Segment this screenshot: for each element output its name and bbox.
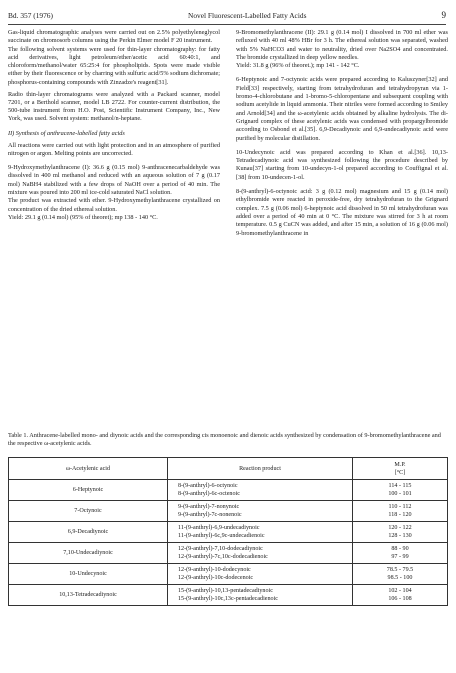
paragraph-tlc: The following solvent systems were used for thin-layer chromatography: for fatty acid derivatives, light petroleum/ether/acetic acid 60:40:1, and chloroform/methanol/water 65:25:4 for phospholipids. Spots were made visible either by their fluorescence or by charring with sulfuric acid/5% sodium dichromate; phosphorus-containing compounds with Zinzadze's reagent[31]. <box>8 45 220 86</box>
product-ene: 12-(9-anthryl)-10c-dodecenoic <box>178 575 254 581</box>
table-header-row <box>9 458 448 480</box>
cell-acid: 6-Heptynoic <box>9 480 168 501</box>
paragraph-yield-1: Yield: 29.1 g (0.14 mol) (95% of theoret); mp 138 - 140 °C. <box>8 213 158 221</box>
product-yne: 12-(9-anthryl)-7,10-dodecadiynoic <box>178 545 263 552</box>
header-mp-unit: [°C] <box>394 469 406 476</box>
cell-mp <box>353 501 448 522</box>
paragraph-undecynoic: 10-Undecynoic acid was prepared according to Khan et al.[36]. 10,13-Tetradecadiynoic acid was synthesized following the procedure described by Kunau[37] starting from 10-undecyn-1-ol prepared according to Couffignal et al.[38] from 10-undecen-1-ol. <box>236 148 448 181</box>
header-mp <box>353 458 448 480</box>
cell-product <box>168 564 353 585</box>
paragraph-heptynoic: 6-Heptynoic and 7-octynoic acids were prepared according to Kaluszyner[32] and Field[33] respectively, starting from tetrahydrofuran and tetrahydropyran via 1-bromo-4-chlorobutane and 1-bromo-5-chloropentane and subsequent coupling with sodium acetylide in liquid ammonia. Their nitriles were formed according to Smiley and Arnold[34] and the ω-acetylenic acids obtained by alkaline hydrolysis. The di-Grignard complex of these acetylenic acids was condensed with propargylbromide according to Osbond et al.[35]. 6,9-Decadiynoic and 6,9-undecadiynoic acid were purified by molecular distillation. <box>236 76 448 142</box>
header-acid: ω-Acetylenic acid <box>9 458 168 480</box>
cell-acid: 10,13-Tetradecadiynoic <box>9 585 168 606</box>
mp-ene: 97 - 99 <box>391 554 409 560</box>
paragraph-extraction: The product was extracted with ether. 9-Hydroxymethylanthracene crystallized on concentration of the dried ethereal solution. <box>8 197 220 213</box>
table-row <box>9 480 448 501</box>
table-row <box>9 585 448 606</box>
mp-ene: 106 - 108 <box>388 596 412 602</box>
paragraph-yield-2: Yield: 31.8 g (96% of theoret.); mp 141 - 142 °C. <box>236 62 360 70</box>
product-ene: 12-(9-anthryl)-7c,10c-dodecadienoic <box>178 554 268 560</box>
mp-yne: 102 - 104 <box>388 587 412 594</box>
section-heading: II) Synthesis of anthracene-labelled fatty acids <box>8 129 125 137</box>
mp-yne: 114 - 115 <box>388 482 412 489</box>
cell-product <box>168 543 353 564</box>
paragraph-conditions: All reactions were carried out with light protection and in an atmosphere of purified nitrogen or argon. Melting points are uncorrected. <box>8 141 220 157</box>
header-mp-label: M.P. <box>394 461 406 468</box>
journal-volume: Bd. 357 (1976) <box>8 11 53 20</box>
table-row <box>9 522 448 543</box>
cell-acid: 10-Undecynoic <box>9 564 168 585</box>
product-yne: 15-(9-anthryl)-10,13-pentadecadiynoic <box>178 587 273 594</box>
header-rule <box>8 24 446 25</box>
right-column <box>236 29 448 241</box>
paragraph-anthryl-octynoic: 8-(9-anthryl)-6-octynoic acid: 3 g (0.12 mol) magnesium and 15 g (0.14 mol) ethylbromide were reacted in peroxide-free, dry tetrahydrofuran to the Grignard complex. 7.5 g (0.06 mol) 6-heptynoic acid dissolved in 50 ml tetrahydrofuran was added over a period of 40 min at 0 °C. The mixture was stirred for 3 h at room temperature. 0.5 g CuCN was added, and after 15 min, a solution of 16 g (0.06 mol) 9-bromomethylanthracene in <box>236 188 448 237</box>
mp-yne: 120 - 122 <box>388 524 412 531</box>
paragraph-bromomethylanthracene: 9-Bromomethylanthracene (II): 29.1 g (0.14 mol) I dissolved in 700 ml ether was refluxed with 40 ml 48% HBr for 3 h. The ethereal solution was separated, washed with 5% NaHCO3 and water to neutrality, dried over Na2SO4 and concentrated. The bromide crystallized in deep yellow needles. <box>236 29 448 61</box>
results-table <box>8 457 448 606</box>
page-number: 9 <box>441 10 446 20</box>
product-yne: 9-(9-anthryl)-7-nonynoic <box>178 503 240 510</box>
table-row <box>9 564 448 585</box>
product-yne: 12-(9-anthryl)-10-dodecynoic <box>178 566 251 573</box>
paragraph-radio-tlc: Radio thin-layer chromatograms were analyzed with a Packard scanner, model 7201, or a Berthold scanner, model LB 2722. For counter-current distribution, the 500-tube instrument from H.O. Post, Scientific Instrument Company, Inc., New York, was used. Solvent system: methanol/n-heptane. <box>8 90 220 123</box>
mp-ene: 98.5 - 100 <box>387 575 413 581</box>
cell-mp <box>353 522 448 543</box>
cell-mp <box>353 543 448 564</box>
mp-ene: 128 - 130 <box>388 533 412 539</box>
cell-mp <box>353 585 448 606</box>
product-ene: 9-(9-anthryl)-7c-nonenoic <box>178 512 242 518</box>
product-ene: 15-(9-anthryl)-10c,13c-pentadecadienoic <box>178 596 278 602</box>
product-ene: 11-(9-anthryl)-6c,9c-undecadienoic <box>178 533 265 539</box>
cell-acid: 6,9-Decadiynoic <box>9 522 168 543</box>
mp-yne: 78.5 - 79.5 <box>386 566 414 573</box>
cell-acid: 7,10-Undecadiynoic <box>9 543 168 564</box>
cell-product <box>168 585 353 606</box>
paragraph-glc: Gas-liquid chromatographic analyses were carried out on 2.5% polyethyleneglycol succinate on chromosorb columns using the Perkin Elmer model F 20 instrument. <box>8 29 220 45</box>
left-column <box>8 29 220 226</box>
product-yne: 11-(9-anthryl)-6,9-undecadiynoic <box>178 524 260 531</box>
cell-product <box>168 501 353 522</box>
cell-product <box>168 480 353 501</box>
running-title: Novel Fluorescent-Labelled Fatty Acids <box>188 11 307 20</box>
paragraph-hydroxymethylanthracene: 9-Hydroxymethylanthracene (I): 36.6 g (0.15 mol) 9-anthracenecarbaldehyde was dissolved in 400 ml methanol and reduced with an aqueous solution of 7 g (0.17 mol) NaBH4 stabilized with a few drops of NaOH over a period of 40 min. The mixture was poured into 200 ml ice-cold saturated NaCl solution. <box>8 164 220 197</box>
product-yne: 8-(9-anthryl)-6-octynoic <box>178 482 238 489</box>
header-product: Reaction product <box>168 458 353 480</box>
mp-ene: 118 - 120 <box>388 512 412 518</box>
mp-yne: 88 - 90 <box>391 545 409 552</box>
cell-acid: 7-Octynoic <box>9 501 168 522</box>
table-row <box>9 543 448 564</box>
cell-product <box>168 522 353 543</box>
table-row <box>9 501 448 522</box>
cell-mp <box>353 564 448 585</box>
cell-mp <box>353 480 448 501</box>
running-header <box>8 10 446 20</box>
mp-ene: 100 - 101 <box>388 491 412 497</box>
table-caption: Table 1. Anthracene-labelled mono- and diynoic acids and the corresponding cis monoenoic and dienoic acids synthesized by condensation of 9-bromomethylanthracene and the respective ω-acetylenic acids. <box>8 432 441 448</box>
product-ene: 8-(9-anthryl)-6c-octenoic <box>178 491 240 497</box>
mp-yne: 110 - 112 <box>388 503 412 510</box>
